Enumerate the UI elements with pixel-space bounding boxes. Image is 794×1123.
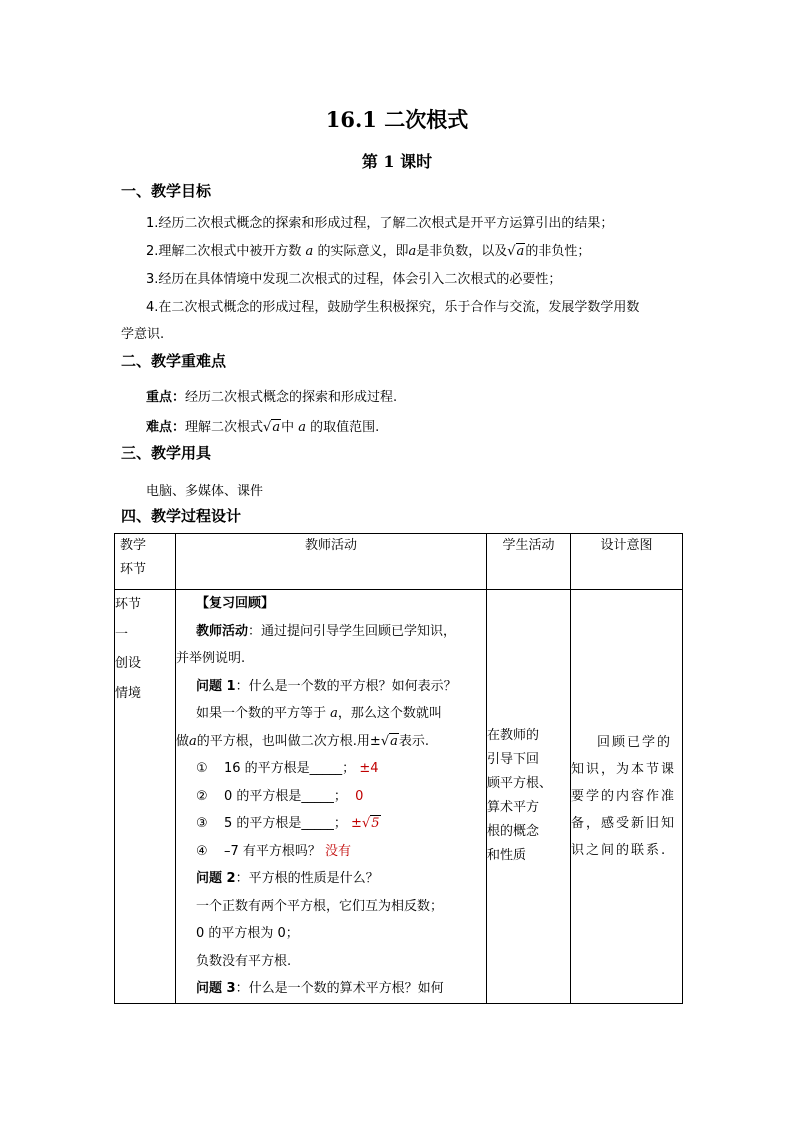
tools-list: 电脑、多媒体、课件 <box>146 484 264 499</box>
stage-cell: 环节 一 创设 情境 <box>115 590 176 1004</box>
sqrt-5-symbol: √5 <box>361 816 380 831</box>
header-design-intent: 设计意图 <box>571 534 683 590</box>
exercise-item: ② 0 的平方根是_____； 0 <box>196 788 364 804</box>
teacher-activity-cell: 【复习回顾】 教师活动：通过提问引导学生回顾已学知识， 并举例说明. 问题 1：什么是一个数的平方根？如何表示？ 如果一个数的平方等于 a，那么这个数就叫 做a的平方根，也叫做二次方根.用±√a表示. ① 16 的平方根是_____； ±4 ② 0 的平方根是_____； 0 ③ 5 的平方根是_____； ±√5 ④ –7 有平方根吗？ 没有 问题 2：平方根的性质是什么？ 一个正数有两个平方根，它们互为相反数； 0 的平方根为 0； 负数没有平方根. 问题 3：什么是一个数的算术平方根？如何 <box>176 590 487 1004</box>
question-1: 问题 1：什么是一个数的平方根？如何表示？ <box>196 678 457 694</box>
header-stage: 教学 环节 <box>115 534 176 590</box>
goal-4-continued: 学意识. <box>121 327 165 342</box>
table-row <box>115 590 683 1004</box>
lesson-subtitle: 第 1 课时 <box>361 152 433 171</box>
teacher-activity-text: 教师活动：通过提问引导学生回顾已学知识， <box>196 623 457 639</box>
design-intent-cell: 回顾已学的 知识，为本节课 要学的内容作准 备，感受新旧知 识之间的联系. <box>571 590 683 1004</box>
key-point: 重点：经历二次根式概念的探索和形成过程. <box>146 390 398 405</box>
section-heading-process: 四、教学过程设计 <box>121 507 242 525</box>
property-3: 负数没有平方根. <box>196 953 292 969</box>
goal-4: 4.在二次根式概念的形成过程，鼓励学生积极探究，乐于合作与交流，发展学数学用数 <box>146 300 640 315</box>
property-2: 0 的平方根为 0； <box>196 926 299 941</box>
exercise-item: ① 16 的平方根是_____； ±4 <box>196 761 379 776</box>
exercise-item: ④ –7 有平方根吗？ 没有 <box>196 843 352 859</box>
header-teacher-activity: 教师活动 <box>176 534 487 590</box>
definition-line-1: 如果一个数的平方等于 a，那么这个数就叫 <box>196 706 442 721</box>
document-title: 16.1 二次根式 <box>325 107 469 132</box>
sqrt-a-symbol: √a <box>380 733 398 749</box>
table-header-row <box>115 534 683 590</box>
process-table <box>114 533 683 1004</box>
goal-2: 2.理解二次根式中被开方数 a 的实际意义，即a是非负数，以及√a的非负性； <box>146 244 591 259</box>
sqrt-a-symbol: √a <box>507 244 525 259</box>
header-student-activity: 学生活动 <box>487 534 571 590</box>
goal-3: 3.经历在具体情境中发现二次根式的过程，体会引入二次根式的必要性； <box>146 272 562 287</box>
question-2: 问题 2：平方根的性质是什么？ <box>196 871 379 886</box>
question-3: 问题 3：什么是一个数的算术平方根？如何 <box>196 981 444 996</box>
review-heading: 【复习回顾】 <box>196 596 275 611</box>
section-heading-tools: 三、教学用具 <box>121 444 212 462</box>
section-heading-keypoints: 二、教学重难点 <box>121 352 227 370</box>
sqrt-a-symbol: √a <box>263 420 281 435</box>
property-1: 一个正数有两个平方根，它们互为相反数； <box>196 898 444 914</box>
difficult-point: 难点：理解二次根式√a中 a 的取值范围. <box>146 420 380 435</box>
student-activity-cell: 在教师的 引导下回 顾平方根、 算术平方 根的概念 和性质 <box>487 590 571 1004</box>
exercise-item: ③ 5 的平方根是_____； ±√5 <box>196 816 380 831</box>
goal-1: 1.经历二次根式概念的探索和形成过程，了解二次根式是开平方运算引出的结果； <box>146 216 614 231</box>
definition-line-2: 做a的平方根，也叫做二次方根.用±√a表示. <box>176 733 430 749</box>
section-heading-goals: 一、教学目标 <box>121 182 212 200</box>
